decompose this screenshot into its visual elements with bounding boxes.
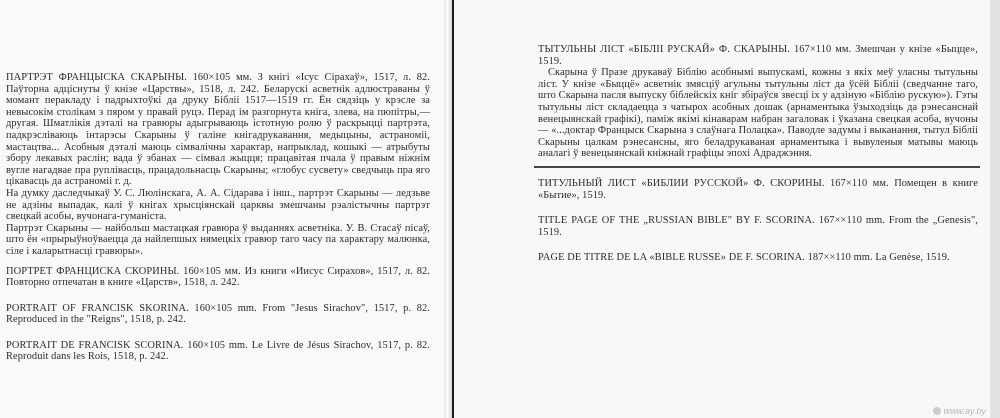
spacer [538, 201, 978, 215]
spacer [6, 289, 430, 303]
spacer [6, 326, 430, 340]
right-column [538, 44, 978, 264]
title-page-caption-russian: ТИТУЛЬНЫЙ ЛИСТ «БИБЛИИ РУССКОЙ» Ф. СКОРИНЫ. 167×110 мм. Помещен в книге «Бытие», 1519. [538, 177, 978, 201]
caption-belarusian: ПАРТРЭТ ФРАНЦЫСКА СКАРЫНЫ. 160×105 мм. З кнігі «Ісус Сірахаў», 1517, л. 82. Паўторна адціснуты ў кнізе «Царствы», 1518, л. 242. Беларускі асветнік адлюстраваны ў момант перакладу і падрыхтоўкі да друку Бібліі 1517—1519 гг. Ён сядзіць у крэсле за невысокім столікам з пяром у правай руцэ. Перад ім разгорнута кніга, злева, на пюпітры,— другая. Шматлікія дэталі на гравюры адыгрываюць істотную ролю ў раскрыцці партрэта, падкрэсліваюць інтарэсы Скарыны ў галіне кнігадрукавання, медыцыны, астраноміі, мастацтва... Асобныя дэталі маюць сімвалічны характар, напрыклад, кошыкі — атрыбуты збору лекавых раслін; вада ў збанах — сімвал жыцця; працавітая пчала ў правым ніжнім вугле нагадвае пра руплівасць, працадольнасць Скарыны; «глобус сусвету» сведчыць пра яго цікавасць да астраноміі г. д. [6, 72, 430, 188]
title-page-caption-french: PAGE DE TITRE DE LA «BIBLE RUSSE» DE F. SCORINA. 187××110 mm. La Genèse, 1519. [538, 252, 950, 264]
note-belarusian-1: На думку даследчыкаў У. С. Люлінскага, А. А. Сідарава і інш., партрэт Скарыны — ледзьве не адзіны выпадак, калі ў кнігах хрысціянскай царквы змешчаны рэалістычны партрэт свецкай асобы, вучонага-гуманіста. [6, 187, 430, 223]
section-divider [534, 166, 980, 168]
caption-french: PORTRAIT DE FRANCISK SCORINA. 160×105 mm. Le Livre de Jésus Sirachov, 1517, p. 82. Reproduit dans les Rois, 1518, p. 242. [6, 339, 430, 363]
watermark-text: www.ay.by [943, 406, 986, 416]
left-column [6, 72, 430, 363]
scan-edge [990, 0, 1000, 418]
spacer [538, 238, 978, 252]
title-page-caption-english: TITLE PAGE OF THE „RUSSIAN BIBLE" BY F. SCORINA. 167××110 mm. From the „Genesis", 1519. [538, 215, 978, 238]
title-page-text-belarusian: Скарына ў Празе друкаваў Біблію асобнымі выпускамі, кожны з якіх меў уласны тытульны ліст. У кнізе «Быццё» асветнік змясціў агульны тытульны ліст да ўсёй Бібліі (сведчанне таго, што Скарына пасля выпуску біблейскіх кніг збіраўся звесці іх у адзіную «Біблію рускую»). Гэты тытульны ліст складаецца з чатырох асобных дошак (арнаментыка ўзыходзіць да рэнесанснай венецыянскай графікі), паміж якімі кінаварам набран загаловак і ўказана свецкая асоба, вучоны — «...доктар Францыск Скарына з слаўнага Полацка». Паводле задумы і выканання, тытул Бібліі Скарыны цалкам рэнесансны, яго беладрукаваная арнаментыка і вывуленыя матывы маюць аналагі ў венецыянскай кніжнай графіцы эпохі Адраджэння. [538, 67, 978, 160]
note-belarusian-2: Партрэт Скарыны — найбольш мастацкая гравюра ў выданнях асветніка. У. В. Стасаў пісаў, што ён «прырыўноўваецца да найлепшых нямецкіх гравюр таго часу па характару малюнка, сіле і каларытнасці гравюры». [6, 222, 430, 257]
watermark [933, 406, 986, 416]
title-page-caption-belarusian: ТЫТУЛЬНЫ ЛІСТ «БІБЛІІ РУСКАЙ» Ф. СКАРЫНЫ. 167×110 мм. Змешчан у кнізе «Быцце», 1519. [538, 44, 978, 67]
caption-english: PORTRAIT OF FRANCISK SKORINA. 160×105 mm. From "Jesus Sirachov", 1517, p. 82. Reproduced in the "Reigns", 1518, p. 242. [6, 302, 430, 326]
spacer [6, 258, 430, 266]
watermark-logo-icon [933, 407, 941, 415]
book-gutter [444, 0, 452, 418]
caption-russian: ПОРТРЕТ ФРАНЦИСКА СКОРИНЫ. 160×105 мм. Из книги «Иисус Сирахов», 1517, л. 82. Повторно отпечатан в книге «Царств», 1518, л. 242. [6, 265, 430, 289]
page-edge-shadow [452, 0, 454, 418]
